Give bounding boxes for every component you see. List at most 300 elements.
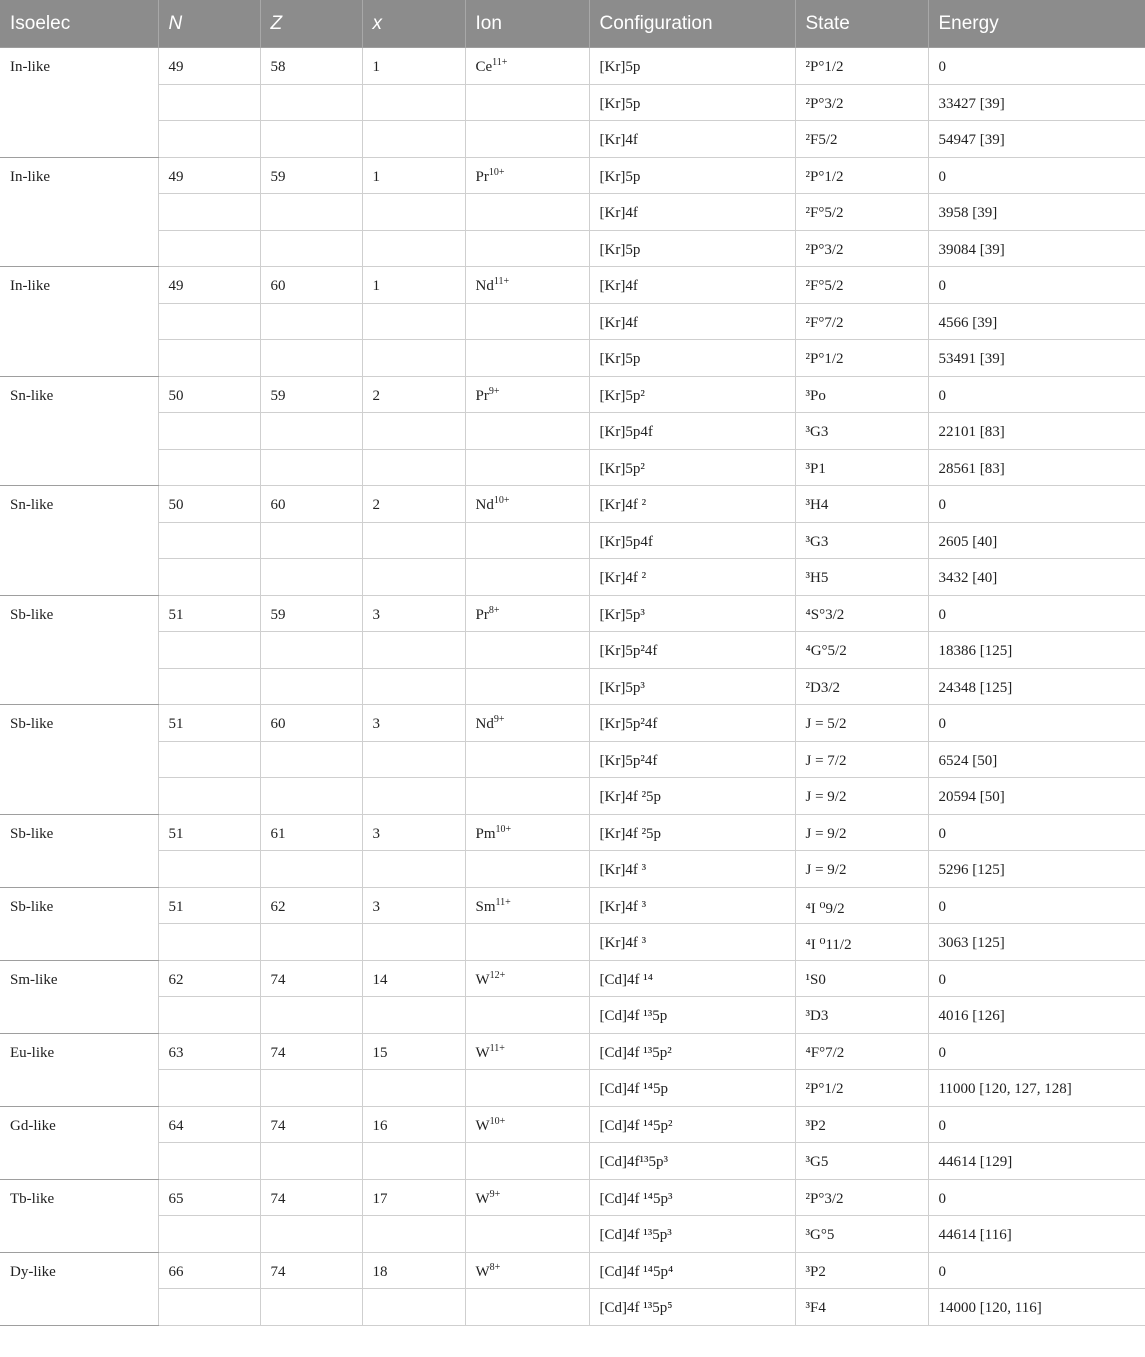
state-cell: ³F4 [795, 1289, 928, 1326]
configuration-cell: [Kr]4f ²5p [589, 778, 795, 815]
energy-cell: 0 [928, 887, 1145, 924]
ion-cell [465, 1106, 589, 1143]
n-cell [158, 449, 260, 486]
ion-charge: 10+ [493, 495, 510, 506]
x-cell [362, 741, 465, 778]
x-cell: 2 [362, 376, 465, 413]
ion-cell [465, 741, 589, 778]
configuration-cell: [Kr]5p² [589, 376, 795, 413]
ion-charge: 12+ [489, 969, 506, 981]
configuration-cell: [Kr]4f ² [589, 486, 795, 523]
energy-cell: 14000 [120, 116] [928, 1289, 1145, 1326]
table-row [0, 1216, 1145, 1253]
state-cell: ²F°5/2 [795, 194, 928, 231]
table-row [0, 376, 1145, 413]
n-cell [158, 1216, 260, 1253]
n-cell: 64 [158, 1106, 260, 1143]
isoelec-cell: Sb-like [0, 887, 158, 960]
energy-cell: 0 [928, 1179, 1145, 1216]
n-cell: 51 [158, 887, 260, 924]
energy-cell: 3958 [39] [928, 194, 1145, 231]
ion-cell [465, 230, 589, 267]
state-cell: J = 7/2 [795, 741, 928, 778]
n-cell [158, 924, 260, 961]
configuration-cell: [Kr]4f ²5p [589, 814, 795, 851]
n-cell [158, 1143, 260, 1180]
energy-cell: 2605 [40] [928, 522, 1145, 559]
z-cell: 74 [260, 960, 362, 997]
table-row [0, 157, 1145, 194]
energy-cell: 0 [928, 267, 1145, 304]
z-cell: 62 [260, 887, 362, 924]
ion-cell [465, 121, 589, 158]
x-cell: 14 [362, 960, 465, 997]
n-cell [158, 1289, 260, 1326]
x-cell [362, 340, 465, 377]
z-cell [260, 303, 362, 340]
x-cell [362, 121, 465, 158]
table-row [0, 84, 1145, 121]
ion-charge: 11+ [492, 57, 508, 68]
energy-cell: 0 [928, 814, 1145, 851]
z-cell: 74 [260, 1106, 362, 1143]
energy-cell: 4566 [39] [928, 303, 1145, 340]
table-row [0, 997, 1145, 1034]
ion-cell [465, 486, 589, 523]
z-cell [260, 1216, 362, 1253]
isoelec-cell: Sm-like [0, 960, 158, 1033]
configuration-cell: [Cd]4f ¹³5p⁵ [589, 1289, 795, 1326]
configuration-cell: [Kr]5p²4f [589, 632, 795, 669]
table-row [0, 48, 1145, 85]
ion-charge: 11+ [489, 1042, 505, 1054]
table-row [0, 194, 1145, 231]
x-cell: 1 [362, 157, 465, 194]
z-cell: 74 [260, 1033, 362, 1070]
n-cell [158, 84, 260, 121]
configuration-cell: [Kr]5p³ [589, 668, 795, 705]
z-cell [260, 924, 362, 961]
energy-cell: 0 [928, 376, 1145, 413]
table-row [0, 1033, 1145, 1070]
x-cell: 1 [362, 267, 465, 304]
n-cell: 49 [158, 267, 260, 304]
table-row [0, 668, 1145, 705]
z-cell [260, 1070, 362, 1107]
energy-cell: 0 [928, 48, 1145, 85]
n-cell [158, 1070, 260, 1107]
configuration-cell: [Kr]4f [589, 194, 795, 231]
isoelec-cell: Eu-like [0, 1033, 158, 1106]
ion-cell [465, 997, 589, 1034]
isoelec-cell: In-like [0, 48, 158, 158]
energy-cell: 11000 [120, 127, 128] [928, 1070, 1145, 1107]
z-cell: 60 [260, 705, 362, 742]
state-cell: J = 9/2 [795, 851, 928, 888]
isoelec-cell: Sb-like [0, 814, 158, 887]
configuration-cell: [Cd]4f ¹³5p² [589, 1033, 795, 1070]
configuration-cell: [Cd]4f ¹⁴ [589, 960, 795, 997]
x-cell [362, 194, 465, 231]
n-cell: 51 [158, 705, 260, 742]
header-isoelec: Isoelec [0, 0, 158, 48]
state-cell: ³D3 [795, 997, 928, 1034]
ion-symbol: Nd [475, 278, 494, 294]
energy-cell: 0 [928, 960, 1145, 997]
z-cell: 74 [260, 1179, 362, 1216]
state-cell: ²P°1/2 [795, 340, 928, 377]
table-row [0, 413, 1145, 450]
state-cell: ³G3 [795, 413, 928, 450]
configuration-cell: [Kr]5p [589, 157, 795, 194]
z-cell [260, 778, 362, 815]
ion-symbol: Nd [475, 497, 494, 513]
table-row [0, 705, 1145, 742]
n-cell: 62 [158, 960, 260, 997]
table-row [0, 121, 1145, 158]
z-cell: 58 [260, 48, 362, 85]
energy-cell: 44614 [129] [928, 1143, 1145, 1180]
configuration-cell: [Kr]5p² [589, 449, 795, 486]
energy-cell: 0 [928, 1106, 1145, 1143]
ion-cell [465, 814, 589, 851]
state-cell: J = 9/2 [795, 814, 928, 851]
table-row [0, 960, 1145, 997]
z-cell [260, 194, 362, 231]
configuration-cell: [Cd]4f ¹⁴5p⁴ [589, 1252, 795, 1289]
table-row [0, 559, 1145, 596]
x-cell [362, 632, 465, 669]
ion-cell [465, 668, 589, 705]
ion-cell [465, 303, 589, 340]
z-cell [260, 1289, 362, 1326]
state-cell: ²F5/2 [795, 121, 928, 158]
ion-charge: 8+ [488, 604, 500, 616]
x-cell: 3 [362, 814, 465, 851]
configuration-cell: [Kr]5p [589, 84, 795, 121]
isoelec-cell: Sn-like [0, 376, 158, 486]
n-cell [158, 230, 260, 267]
energy-cell: 5296 [125] [928, 851, 1145, 888]
table-row [0, 267, 1145, 304]
ion-cell [465, 1289, 589, 1326]
state-cell: ²F°7/2 [795, 303, 928, 340]
ion-charge: 9+ [488, 385, 500, 397]
table-row [0, 1252, 1145, 1289]
n-cell: 63 [158, 1033, 260, 1070]
ion-charge: 10+ [495, 823, 512, 835]
ion-cell [465, 376, 589, 413]
table-row [0, 924, 1145, 961]
table-body [0, 48, 1145, 1326]
x-cell [362, 1289, 465, 1326]
table-row [0, 1179, 1145, 1216]
energy-cell: 54947 [39] [928, 121, 1145, 158]
table-row [0, 340, 1145, 377]
z-cell [260, 340, 362, 377]
ion-symbol: Sm [475, 898, 496, 915]
ion-cell [465, 522, 589, 559]
z-cell: 74 [260, 1252, 362, 1289]
energy-cell: 3432 [40] [928, 559, 1145, 596]
z-cell [260, 84, 362, 121]
configuration-cell: [Kr]4f ³ [589, 887, 795, 924]
ion-cell [465, 559, 589, 596]
energy-cell: 44614 [116] [928, 1216, 1145, 1253]
configuration-cell: [Kr]5p²4f [589, 705, 795, 742]
header-state: State [795, 0, 928, 48]
header-n: N [158, 0, 260, 48]
table-row [0, 1143, 1145, 1180]
ion-cell [465, 48, 589, 85]
ion-symbol: W [475, 1263, 490, 1280]
state-cell: ³P1 [795, 449, 928, 486]
table-row [0, 741, 1145, 778]
energy-cell: 0 [928, 1033, 1145, 1070]
n-cell [158, 303, 260, 340]
x-cell: 2 [362, 486, 465, 523]
isoelec-cell: Gd-like [0, 1106, 158, 1179]
ion-cell [465, 449, 589, 486]
x-cell [362, 851, 465, 888]
n-cell [158, 997, 260, 1034]
state-cell: ³G3 [795, 522, 928, 559]
configuration-cell: [Cd]4f¹³5p³ [589, 1143, 795, 1180]
isoelec-cell: Sn-like [0, 486, 158, 596]
ion-charge: 10+ [489, 1115, 506, 1127]
z-cell [260, 121, 362, 158]
z-cell [260, 1143, 362, 1180]
energy-cell: 0 [928, 486, 1145, 523]
x-cell: 3 [362, 887, 465, 924]
state-cell: ³P2 [795, 1252, 928, 1289]
configuration-cell: [Kr]4f [589, 267, 795, 304]
x-cell: 16 [362, 1106, 465, 1143]
z-cell [260, 559, 362, 596]
state-cell: J = 5/2 [795, 705, 928, 742]
table-row [0, 887, 1145, 924]
n-cell: 66 [158, 1252, 260, 1289]
n-cell: 51 [158, 595, 260, 632]
configuration-cell: [Kr]5p³ [589, 595, 795, 632]
ion-cell [465, 267, 589, 304]
isoelec-cell: In-like [0, 267, 158, 377]
isoelec-cell: Sb-like [0, 705, 158, 815]
configuration-cell: [Kr]4f ³ [589, 851, 795, 888]
n-cell [158, 522, 260, 559]
energy-cell: 3063 [125] [928, 924, 1145, 961]
energy-cell: 18386 [125] [928, 632, 1145, 669]
ion-symbol: Pm [475, 825, 496, 842]
n-cell: 49 [158, 157, 260, 194]
ion-charge: 11+ [493, 276, 510, 287]
ion-cell [465, 1179, 589, 1216]
table-row [0, 814, 1145, 851]
z-cell [260, 851, 362, 888]
header-configuration: Configuration [589, 0, 795, 48]
table-row [0, 851, 1145, 888]
state-cell: ⁴I ⁰11/2 [795, 924, 928, 961]
ion-symbol: W [475, 1117, 490, 1134]
header-x: x [362, 0, 465, 48]
state-cell: ²D3/2 [795, 668, 928, 705]
energy-cell: 0 [928, 705, 1145, 742]
state-cell: ³H4 [795, 486, 928, 523]
isoelec-cell: Dy-like [0, 1252, 158, 1325]
ion-cell [465, 1033, 589, 1070]
header-row [0, 0, 1145, 48]
n-cell [158, 413, 260, 450]
n-cell [158, 340, 260, 377]
n-cell [158, 741, 260, 778]
z-cell [260, 741, 362, 778]
z-cell: 61 [260, 814, 362, 851]
energy-cell: 0 [928, 1252, 1145, 1289]
configuration-cell: [Cd]4f ¹³5p³ [589, 1216, 795, 1253]
configuration-cell: [Cd]4f ¹⁴5p [589, 1070, 795, 1107]
x-cell [362, 778, 465, 815]
energy-cell: 33427 [39] [928, 84, 1145, 121]
table-row [0, 303, 1145, 340]
x-cell [362, 1143, 465, 1180]
table-row [0, 1289, 1145, 1326]
energy-cell: 22101 [83] [928, 413, 1145, 450]
z-cell [260, 230, 362, 267]
x-cell [362, 303, 465, 340]
ion-symbol: Pr [475, 606, 489, 623]
x-cell [362, 84, 465, 121]
z-cell [260, 632, 362, 669]
n-cell [158, 778, 260, 815]
header-z: Z [260, 0, 362, 48]
ion-cell [465, 705, 589, 742]
x-cell [362, 559, 465, 596]
x-cell [362, 230, 465, 267]
ion-symbol: Pr [475, 168, 489, 185]
x-cell: 3 [362, 595, 465, 632]
z-cell: 59 [260, 157, 362, 194]
ion-cell [465, 84, 589, 121]
ion-symbol: Ce [475, 59, 493, 75]
energy-cell: 0 [928, 595, 1145, 632]
configuration-cell: [Kr]4f [589, 303, 795, 340]
z-cell: 60 [260, 486, 362, 523]
configuration-cell: [Cd]4f ¹³5p [589, 997, 795, 1034]
ion-cell [465, 1143, 589, 1180]
x-cell [362, 1070, 465, 1107]
state-cell: ²P°1/2 [795, 48, 928, 85]
configuration-cell: [Kr]4f ² [589, 559, 795, 596]
state-cell: ³G5 [795, 1143, 928, 1180]
table-row [0, 595, 1145, 632]
x-cell [362, 1216, 465, 1253]
energy-cell: 4016 [126] [928, 997, 1145, 1034]
energy-cell: 28561 [83] [928, 449, 1145, 486]
state-cell: ⁴S°3/2 [795, 595, 928, 632]
z-cell [260, 997, 362, 1034]
state-cell: ²P°1/2 [795, 1070, 928, 1107]
table-row [0, 1070, 1145, 1107]
table-row [0, 486, 1145, 523]
x-cell [362, 924, 465, 961]
ion-symbol: W [475, 1190, 490, 1207]
table-row [0, 1106, 1145, 1143]
configuration-cell: [Kr]4f [589, 121, 795, 158]
state-cell: ³H5 [795, 559, 928, 596]
ion-cell [465, 595, 589, 632]
z-cell [260, 522, 362, 559]
z-cell [260, 413, 362, 450]
x-cell: 18 [362, 1252, 465, 1289]
configuration-cell: [Kr]5p4f [589, 413, 795, 450]
energy-cell: 6524 [50] [928, 741, 1145, 778]
ion-charge: 8+ [489, 1261, 501, 1273]
x-cell: 17 [362, 1179, 465, 1216]
n-cell [158, 194, 260, 231]
ion-symbol: W [475, 971, 490, 988]
state-cell: ³Po [795, 376, 928, 413]
state-cell: ²F°5/2 [795, 267, 928, 304]
x-cell [362, 449, 465, 486]
state-cell: ⁴G°5/2 [795, 632, 928, 669]
x-cell [362, 413, 465, 450]
n-cell: 49 [158, 48, 260, 85]
table-row [0, 449, 1145, 486]
ion-cell [465, 157, 589, 194]
isoelec-cell: Tb-like [0, 1179, 158, 1252]
n-cell [158, 668, 260, 705]
table-row [0, 230, 1145, 267]
n-cell: 65 [158, 1179, 260, 1216]
state-cell: ²P°3/2 [795, 84, 928, 121]
energy-cell: 20594 [50] [928, 778, 1145, 815]
isoelec-cell: In-like [0, 157, 158, 267]
z-cell: 60 [260, 267, 362, 304]
configuration-cell: [Kr]5p [589, 230, 795, 267]
ion-charge: 10+ [488, 166, 505, 178]
state-cell: ⁴I ⁰9/2 [795, 887, 928, 924]
x-cell: 3 [362, 705, 465, 742]
n-cell: 51 [158, 814, 260, 851]
table-row [0, 632, 1145, 669]
ion-symbol: W [475, 1044, 490, 1061]
header-ion: Ion [465, 0, 589, 48]
configuration-cell: [Cd]4f ¹⁴5p³ [589, 1179, 795, 1216]
ion-symbol: Pr [475, 387, 489, 404]
configuration-cell: [Kr]5p²4f [589, 741, 795, 778]
x-cell: 15 [362, 1033, 465, 1070]
z-cell [260, 668, 362, 705]
configuration-cell: [Kr]5p [589, 48, 795, 85]
configuration-cell: [Kr]5p4f [589, 522, 795, 559]
ion-charge: 11+ [495, 896, 511, 908]
n-cell: 50 [158, 376, 260, 413]
z-cell [260, 449, 362, 486]
ion-cell [465, 960, 589, 997]
state-cell: ²P°3/2 [795, 1179, 928, 1216]
x-cell [362, 997, 465, 1034]
x-cell [362, 522, 465, 559]
table-row [0, 778, 1145, 815]
energy-cell: 0 [928, 157, 1145, 194]
energy-cell: 39084 [39] [928, 230, 1145, 267]
state-cell: ²P°3/2 [795, 230, 928, 267]
ion-cell [465, 851, 589, 888]
ion-symbol: Nd [475, 716, 494, 732]
z-cell: 59 [260, 595, 362, 632]
n-cell [158, 632, 260, 669]
header-energy: Energy [928, 0, 1145, 48]
